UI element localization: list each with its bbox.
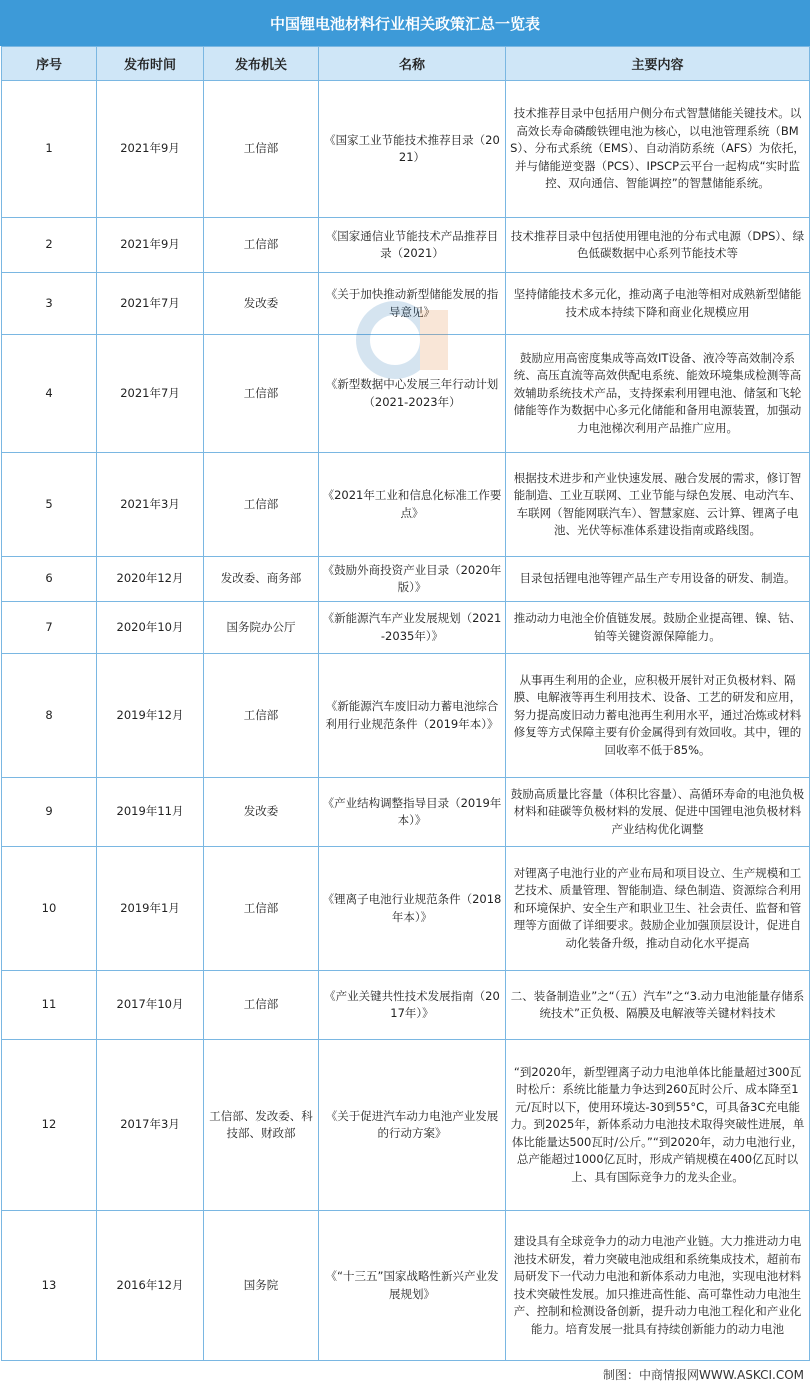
cell-number: 13 bbox=[2, 1211, 97, 1361]
header-org: 发布机关 bbox=[204, 47, 319, 81]
table-row bbox=[2, 1040, 810, 1211]
cell-number: 9 bbox=[2, 778, 97, 847]
cell-number: 7 bbox=[2, 602, 97, 654]
cell-number: 1 bbox=[2, 81, 97, 218]
cell-organization: 工信部 bbox=[204, 654, 319, 778]
cell-date: 2019年1月 bbox=[97, 847, 204, 971]
cell-date: 2016年12月 bbox=[97, 1211, 204, 1361]
header-date: 发布时间 bbox=[97, 47, 204, 81]
cell-date: 2021年7月 bbox=[97, 335, 204, 453]
cell-main-content: 技术推荐目录中包括用户侧分布式智慧储能关键技术。以高效长寿命磷酸铁锂电池为核心，以电池管理系统（BMS）、分布式系统（EMS）、自动消防系统（AFS）为依托，并与储能逆变器（PCS）、IPSCP云平台一起构成“实时监控、双向通信、智能调控”的智慧储能系统。 bbox=[506, 81, 810, 218]
cell-organization: 发改委 bbox=[204, 778, 319, 847]
cell-organization: 发改委、商务部 bbox=[204, 557, 319, 602]
cell-main-content: 建设具有全球竞争力的动力电池产业链。大力推进动力电池技术研发，着力突破电池成组和系统集成技术，超前布局研发下一代动力电池和新体系动力电池，实现电池材料技术突破性发展。加只推进高性能、高可靠性动力电池生产、控制和检测设备创新，提升动力电池工程化和产业化能力。培育发展一批具有持续创新能力的动力电池 bbox=[506, 1211, 810, 1361]
cell-policy-name: 《新能源汽车产业发展规划（2021-2035年）》 bbox=[319, 602, 506, 654]
cell-number: 5 bbox=[2, 453, 97, 557]
table-row bbox=[2, 273, 810, 335]
cell-main-content: “到2020年，新型锂离子动力电池单体比能量超过300瓦时松斤：系统比能量力争达到260瓦时公斤、成本降至1元/瓦时以下，使用环境达-30到55°C，可具备3C充电能力。到2025年，新体系动力电池技术取得突破性进展，单体比能量达500瓦时/公斤。”“到2020年，动力电池行业，总产能超过1000亿瓦时，形成产销规模在400亿瓦时以上、具有国际竞争力的龙头企业。 bbox=[506, 1040, 810, 1211]
table-row bbox=[2, 602, 810, 654]
header-no: 序号 bbox=[2, 47, 97, 81]
cell-date: 2020年12月 bbox=[97, 557, 204, 602]
table-row bbox=[2, 654, 810, 778]
cell-number: 4 bbox=[2, 335, 97, 453]
cell-date: 2021年9月 bbox=[97, 81, 204, 218]
cell-date: 2019年11月 bbox=[97, 778, 204, 847]
table-row bbox=[2, 557, 810, 602]
table-header-row bbox=[2, 47, 810, 81]
cell-policy-name: 《新能源汽车废旧动力蓄电池综合利用行业规范条件（2019年本）》 bbox=[319, 654, 506, 778]
cell-organization: 国务院 bbox=[204, 1211, 319, 1361]
cell-main-content: 鼓励应用高密度集成等高效IT设备、液冷等高效制冷系统、高压直流等高效供配电系统、能效环境集成检测等高效辅助系统技术产品，支持探索利用锂电池、储氢和飞轮储能等作为数据中心多元化储能和备用电源装置，加强动力电池梯次利用产品推广应用。 bbox=[506, 335, 810, 453]
cell-main-content: 推动动力电池全价值链发展。鼓励企业提高锂、镍、钴、铂等关键资源保障能力。 bbox=[506, 602, 810, 654]
cell-number: 10 bbox=[2, 847, 97, 971]
policy-table bbox=[1, 46, 810, 1361]
cell-policy-name: 《2021年工业和信息化标准工作要点》 bbox=[319, 453, 506, 557]
table-row bbox=[2, 81, 810, 218]
cell-policy-name: 《关于加快推动新型储能发展的指导意见》 bbox=[319, 273, 506, 335]
cell-organization: 发改委 bbox=[204, 273, 319, 335]
header-content: 主要内容 bbox=[506, 47, 810, 81]
cell-number: 3 bbox=[2, 273, 97, 335]
cell-organization: 工信部 bbox=[204, 335, 319, 453]
cell-policy-name: 《产业关键共性技术发展指南（2017年）》 bbox=[319, 971, 506, 1040]
cell-date: 2020年10月 bbox=[97, 602, 204, 654]
cell-main-content: 鼓励高质量比容量（体积比容量）、高循环寿命的电池负极材料和硅碳等负极材料的发展、促进中国锂电池负极材料产业结构优化调整 bbox=[506, 778, 810, 847]
page-title: 中国锂电池材料行业相关政策汇总一览表 bbox=[0, 0, 810, 46]
cell-organization: 工信部 bbox=[204, 218, 319, 273]
chart-source: 制图：中商情报网WWW.ASKCI.COM bbox=[603, 1367, 804, 1382]
cell-number: 6 bbox=[2, 557, 97, 602]
table-row bbox=[2, 847, 810, 971]
cell-number: 11 bbox=[2, 971, 97, 1040]
cell-number: 8 bbox=[2, 654, 97, 778]
cell-organization: 工信部 bbox=[204, 971, 319, 1040]
table-row bbox=[2, 218, 810, 273]
cell-policy-name: 《新型数据中心发展三年行动计划（2021-2023年） bbox=[319, 335, 506, 453]
cell-organization: 工信部 bbox=[204, 81, 319, 218]
cell-policy-name: 《产业结构调整指导目录（2019年本）》 bbox=[319, 778, 506, 847]
cell-organization: 工信部 bbox=[204, 453, 319, 557]
cell-date: 2019年12月 bbox=[97, 654, 204, 778]
cell-main-content: 从事再生利用的企业，应积极开展针对正负极材料、隔膜、电解液等再生利用技术、设备、工艺的研发和应用，努力提高废旧动力蓄电池再生利用水平，通过冶炼或材料修复等方式保障主要有价金属得到有效回收。其中，锂的回收率不低于85%。 bbox=[506, 654, 810, 778]
table-row bbox=[2, 778, 810, 847]
cell-organization: 国务院办公厅 bbox=[204, 602, 319, 654]
cell-main-content: 二、装备制造业”之“（五）汽车”之“3.动力电池能量存储系统技术”正负极、隔膜及电解液等关键材料技术 bbox=[506, 971, 810, 1040]
cell-policy-name: 《关于促进汽车动力电池产业发展的行动方案》 bbox=[319, 1040, 506, 1211]
cell-organization: 工信部 bbox=[204, 847, 319, 971]
cell-date: 2017年3月 bbox=[97, 1040, 204, 1211]
cell-policy-name: 《鼓励外商投资产业目录（2020年版）》 bbox=[319, 557, 506, 602]
header-name: 名称 bbox=[319, 47, 506, 81]
cell-main-content: 坚持储能技术多元化，推动离子电池等相对成熟新型储能技术成本持续下降和商业化规模应用 bbox=[506, 273, 810, 335]
cell-policy-name: 《“十三五”国家战略性新兴产业发展规划》 bbox=[319, 1211, 506, 1361]
table-row bbox=[2, 335, 810, 453]
cell-main-content: 对锂离子电池行业的产业布局和项目设立、生产规模和工艺技术、质量管理、智能制造、绿色制造、资源综合利用和环境保护、安全生产和职业卫生、社会责任、监督和管理等方面做了详细要求。鼓励企业加强顶层设计，促进自动化装备升级，推动自动化水平提高 bbox=[506, 847, 810, 971]
table-row bbox=[2, 1211, 810, 1361]
cell-number: 12 bbox=[2, 1040, 97, 1211]
cell-date: 2017年10月 bbox=[97, 971, 204, 1040]
cell-date: 2021年9月 bbox=[97, 218, 204, 273]
cell-date: 2021年3月 bbox=[97, 453, 204, 557]
cell-policy-name: 《国家工业节能技术推荐目录（2021） bbox=[319, 81, 506, 218]
cell-number: 2 bbox=[2, 218, 97, 273]
table-row bbox=[2, 971, 810, 1040]
cell-date: 2021年7月 bbox=[97, 273, 204, 335]
cell-policy-name: 《锂离子电池行业规范条件（2018年本）》 bbox=[319, 847, 506, 971]
cell-policy-name: 《国家通信业节能技术产品推荐目录（2021） bbox=[319, 218, 506, 273]
cell-main-content: 技术推荐目录中包括使用锂电池的分布式电源（DPS）、绿色低碳数据中心系列节能技术等 bbox=[506, 218, 810, 273]
cell-organization: 工信部、发改委、科技部、财政部 bbox=[204, 1040, 319, 1211]
cell-main-content: 根据技术进步和产业快速发展、融合发展的需求，修订智能制造、工业互联网、工业节能与绿色发展、电动汽车、车联网（智能网联汽车）、智慧家庭、云计算、锂离子电池、光伏等标准体系建设指南或路线图。 bbox=[506, 453, 810, 557]
cell-main-content: 目录包括锂电池等锂产品生产专用设备的研发、制造。 bbox=[506, 557, 810, 602]
table-row bbox=[2, 453, 810, 557]
